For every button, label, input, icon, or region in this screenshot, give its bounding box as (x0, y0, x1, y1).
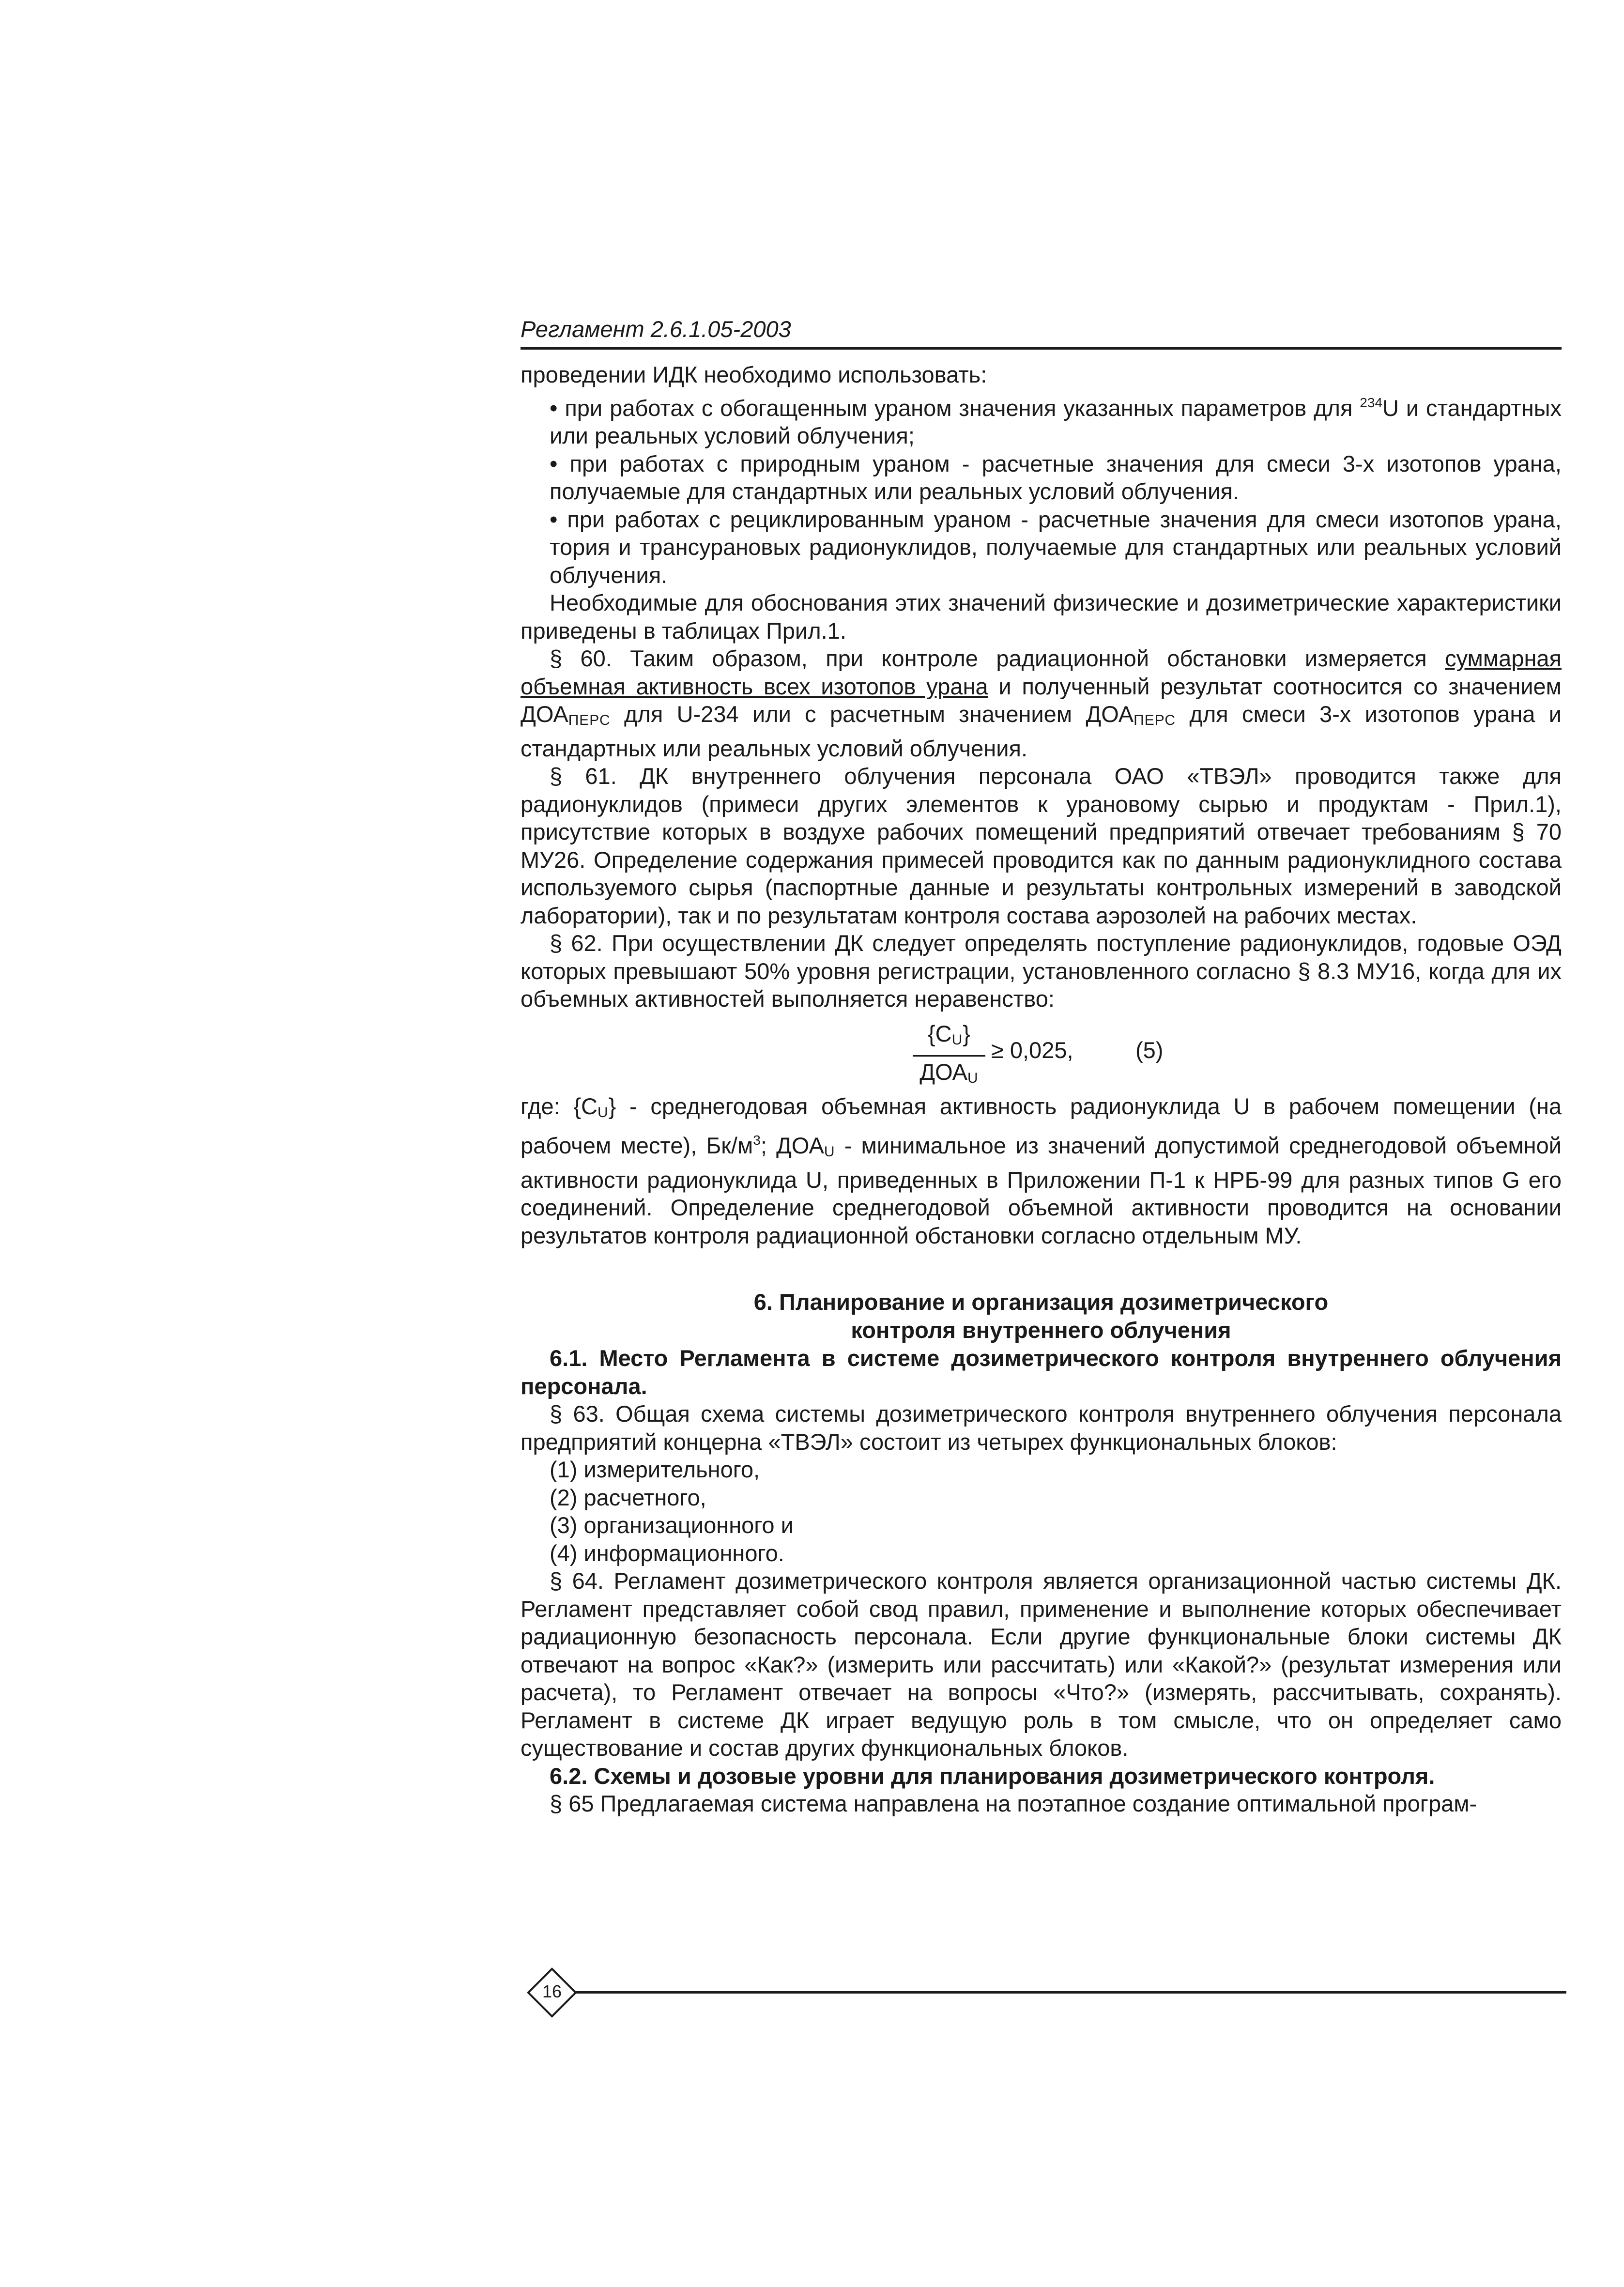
running-header (521, 315, 1562, 344)
header-title: Регламент 2.6.1.05-2003 (521, 316, 791, 342)
paragraph-60 (521, 645, 1562, 762)
section-6-line-1: 6. Планирование и организация дозиметрического (753, 1289, 1329, 1315)
formula-inequality: ≥ 0,025, (991, 1037, 1073, 1063)
header-rule (521, 347, 1562, 350)
formula-5 (521, 1017, 1562, 1090)
list-item: (2) расчетного, (550, 1484, 706, 1510)
numerator-close: } (963, 1020, 970, 1046)
bullet1-superscript: 234 (1360, 395, 1383, 410)
where-text-a: где: {C (521, 1093, 598, 1119)
section-6-line-2: контроля внутреннего облучения (851, 1317, 1231, 1343)
section-6-heading (521, 1288, 1562, 1344)
page-number: 16 (542, 1981, 562, 2001)
list-item: (1) измерительного, (550, 1457, 760, 1482)
formula-denominator (913, 1059, 985, 1092)
where-superscript: 3 (753, 1133, 761, 1148)
p60-underlined: суммарная объемная активность всех изотопов урана (521, 645, 1562, 699)
paragraph-necessary: Необходимые для обоснования этих значений физические и дозиметрические характеристики приведены в таблицах Прил.1. (521, 590, 1562, 644)
footer-rule (574, 1991, 1566, 1994)
where-subscript-1: U (597, 1104, 609, 1120)
numerator-text: {C (927, 1020, 952, 1046)
bullet-enriched-uranium (521, 389, 1562, 450)
bullet1-text: • при работах с обогащенным ураном значения указанных параметров для (550, 395, 1360, 421)
p60-subscript-1: ПЕРС (568, 712, 611, 728)
list-item: (3) организационного и (550, 1512, 794, 1538)
bullet1-text-end: U и стандартных или реальных условий облучения; (550, 395, 1562, 448)
paragraph-63: § 63. Общая схема системы дозиметрического контроля внутреннего облучения персонала предприятий концерна «ТВЭЛ» состоит из четырех функциональных блоков: (521, 1401, 1562, 1455)
where-subscript-2: U (824, 1144, 835, 1160)
p60-text-d: для смеси 3-х изотопов урана и стандартных или реальных условий облучения. (521, 701, 1562, 761)
subsection-6-1-heading: 6.1. Место Регламента в системе дозиметрического контроля внутреннего облучения персонала. (521, 1345, 1562, 1399)
subsection-6-2-heading: 6.2. Схемы и дозовые уровни для планирования дозиметрического контроля. (550, 1763, 1435, 1789)
bullet-natural-uranium: • при работах с природным ураном - расчетные значения для смеси 3-х изотопов урана, получаемые для стандартных или реальных условий облучения. (550, 450, 1562, 504)
where-text-c: ; ДОА (760, 1133, 824, 1158)
numerator-subscript: U (951, 1031, 963, 1048)
paragraph-where (521, 1092, 1562, 1250)
paragraph-65: § 65 Предлагаемая система направлена на поэтапное создание оптимальной програм- (550, 1791, 1477, 1816)
where-text-d: - минимальное из значений допустимой среднегодовой объемной активности радионуклида U, приведенных в Приложении П-1 к НРБ-99 для разных типов G его соединений. Определение среднегодовой объемной активности проводится на основании результатов контроля радиационной обстановки согласно отдельным МУ. (521, 1133, 1562, 1248)
denominator-subscript: U (967, 1070, 979, 1086)
formula-fraction (913, 1020, 985, 1092)
p60-text-c: для U-234 или с расчетным значением ДОА (610, 701, 1134, 727)
paragraph-64: § 64. Регламент дозиметрического контроля является организационной частью системы ДК. Регламент представляет собой свод правил, применение и выполнение которых обеспечивает радиационную безопасность персонала. Если другие функциональные блоки системы ДК отвечают на вопрос «Как?» (измерить или рассчитать) или «Какой?» (результат измерения или расчета), то Регламент отвечает на вопросы «Что?» (измерять, рассчитывать, сохранять). Регламент в системе ДК играет ведущую роль в том смысле, что он определяет само существование и состав других функциональных блоков. (521, 1568, 1562, 1761)
formula-label: (5) (1135, 1037, 1164, 1063)
denominator-text: ДОА (919, 1059, 968, 1085)
p60-text-a: § 60. Таким образом, при контроле радиационной обстановки измеряется (550, 645, 1445, 671)
p60-subscript-2: ПЕРС (1134, 712, 1176, 728)
paragraph-62: § 62. При осуществлении ДК следует определять поступление радионуклидов, годовые ОЭД которых превышают 50% уровня регистрации, установленного согласно § 8.3 МУ16, когда для их объемных активностей выполняется неравенство: (521, 930, 1562, 1012)
fraction-bar (913, 1055, 985, 1057)
list-item: (4) информационного. (550, 1540, 784, 1566)
formula-numerator (913, 1020, 985, 1054)
p60-text-b: и полученный результат соотносится со значением ДОА (521, 673, 1562, 727)
bullet-recycled-uranium: • при работах с рециклированным ураном - расчетные значения для смеси изотопов урана, тория и трансурановых радионуклидов, получаемые для стандартных или реальных условий облучения. (550, 506, 1562, 588)
where-text-b: } - среднегодовая объемная активность радионуклида U в рабочем помещении (на рабочем месте), Бк/м (521, 1093, 1562, 1158)
main-text (521, 361, 1562, 1818)
intro-paragraph: проведении ИДК необходимо использовать: (521, 362, 987, 387)
paragraph-61: § 61. ДК внутреннего облучения персонала ОАО «ТВЭЛ» проводится также для радионуклидов (примеси других элементов к урановому сырью и продуктам - Прил.1), присутствие которых в воздухе рабочих помещений предприятий отвечает требованиям § 70 МУ26. Определение содержания примесей проводится как по данным радионуклидного состава используемого сырья (паспортные данные и результаты контрольных измерений в заводской лаборатории), так и по результатам контроля состава аэрозолей на рабочих местах. (521, 763, 1562, 928)
